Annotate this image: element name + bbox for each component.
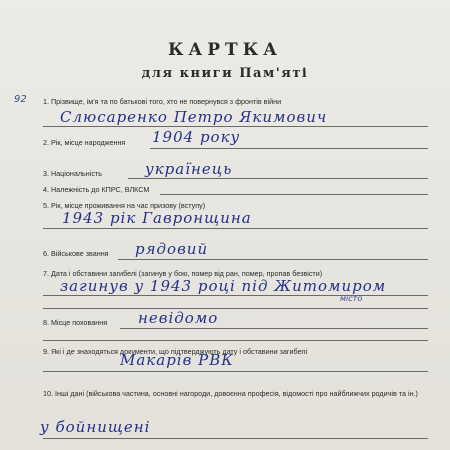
field-7-line-2 — [43, 308, 428, 309]
field-9-value: Макарів РВК — [120, 351, 234, 369]
field-10-value: у бойнищені — [40, 418, 151, 436]
field-9-label: 9. Які і де знаходяться документи, що підтверджують дату і обставини загибелі — [43, 347, 308, 356]
field-3-value: українець — [145, 160, 233, 178]
field-7-line — [43, 295, 428, 296]
field-4-line — [160, 194, 428, 195]
card-title: КАРТКА — [167, 40, 283, 60]
misto-annotation: місто — [340, 294, 363, 303]
field-8-line — [120, 328, 428, 329]
faint-bleed-through-text — [265, 0, 436, 28]
field-7-value: загинув у 1943 році під Житомиром — [60, 277, 387, 295]
card-subtitle: для книги Пам'яті — [141, 66, 309, 81]
field-1-label: 1. Прізвище, ім'я та по батькові того, хто не повернувся з фронтів війни — [43, 97, 282, 106]
field-8-value: невідомо — [138, 309, 219, 327]
field-10-label: 10. Інші дані (військова частина, основні нагороди, довоєнна професія, відомості про найближчих родичів та ін.) — [43, 389, 418, 398]
field-8-label: 8. Місце поховання — [43, 318, 108, 327]
field-1-value: Слюсаренко Петро Якимович — [60, 108, 328, 126]
field-2-line — [150, 148, 428, 149]
field-3-line — [128, 178, 428, 179]
field-5-value: 1943 рік Гавронщина — [62, 209, 252, 227]
field-5-label: 5. Рік, місце проживання на час призову (вступу) — [43, 201, 206, 210]
field-7-label: 7. Дата і обставини загибелі (загинув у бою, помер від ран, помер, пропав безвісти) — [43, 269, 323, 278]
field-6-value: рядовий — [135, 240, 209, 258]
field-1-line — [43, 126, 428, 127]
field-8-line-2 — [43, 340, 428, 341]
record-number: 92 — [14, 94, 27, 105]
field-4-label: 4. Належність до КПРС, ВЛКСМ — [43, 185, 150, 194]
field-9-line — [43, 371, 428, 372]
field-3-label: 3. Національність — [43, 169, 102, 178]
field-2-value: 1904 року — [152, 128, 241, 146]
field-6-line — [118, 259, 428, 260]
field-5-line — [43, 228, 428, 229]
field-10-line — [43, 438, 428, 439]
field-2-label: 2. Рік, місце народження — [43, 138, 126, 147]
field-6-label: 6. Військове звання — [43, 249, 109, 258]
